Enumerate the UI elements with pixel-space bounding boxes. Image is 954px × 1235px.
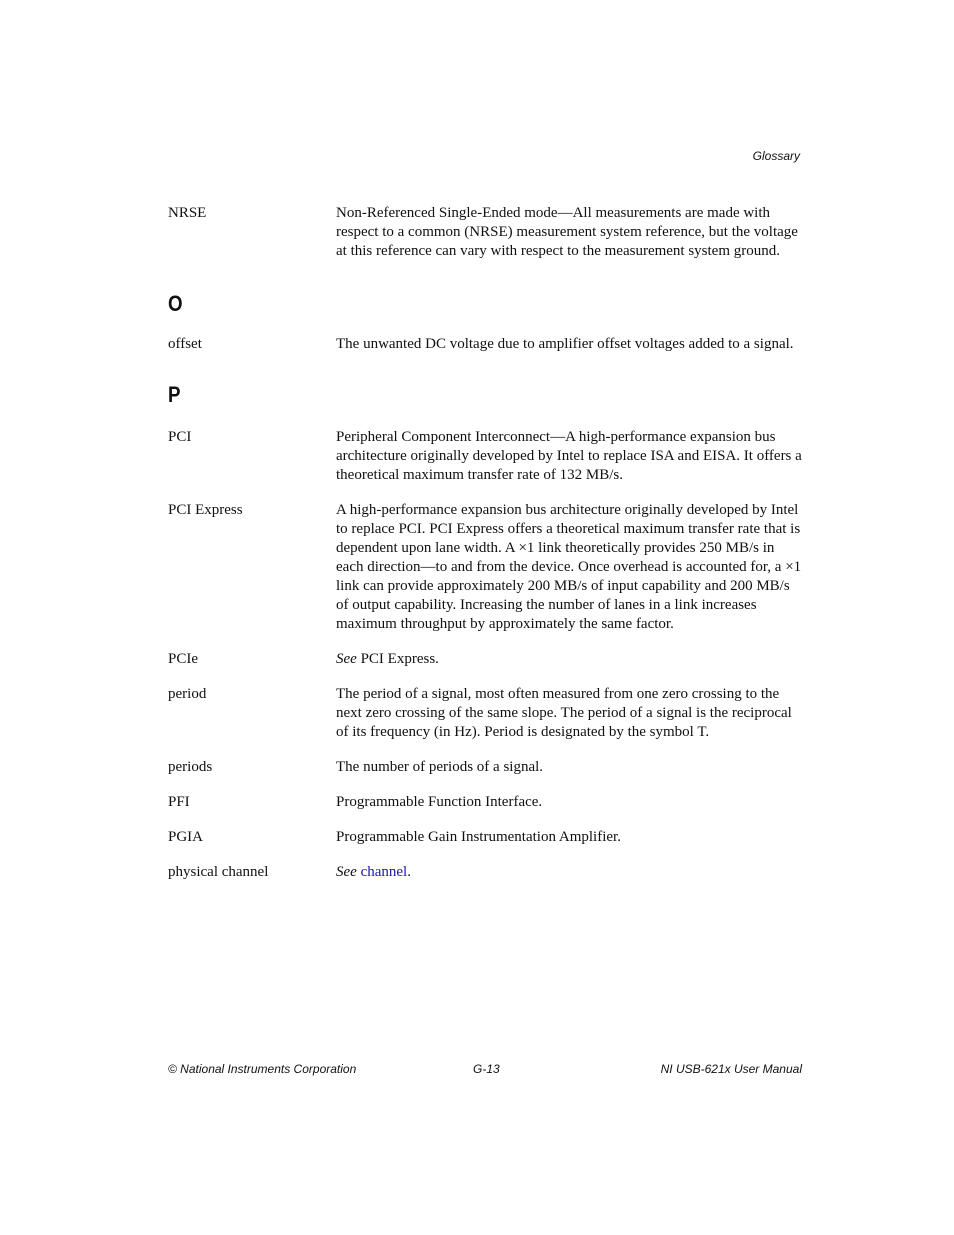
see-label: See xyxy=(336,864,357,880)
glossary-entry-pci-express xyxy=(168,501,802,634)
glossary-definition: A high-performance expansion bus architecture originally developed by Intel to replace PCI. PCI Express offers a theoretical maximum transfer rate that is dependent upon lane width. A ×1 link theoretically provides 250 MB/s in each direction—to and from the device. Once overhead is accounted for, a ×1 link can provide approximately 200 MB/s of input capability and 200 MB/s of output capability. Increasing the number of lanes in a link increases maximum throughput by approximately the same factor. xyxy=(336,502,802,632)
glossary-term: periods xyxy=(168,759,213,775)
glossary-term: NRSE xyxy=(168,205,207,221)
see-label: See xyxy=(336,651,357,667)
glossary-definition: The unwanted DC voltage due to amplifier offset voltages added to a signal. xyxy=(336,336,794,352)
glossary-content xyxy=(168,204,802,898)
see-target: PCI Express. xyxy=(356,651,439,667)
glossary-term: physical channel xyxy=(168,864,269,880)
glossary-term: PCI Express xyxy=(168,502,243,518)
glossary-definition xyxy=(336,650,802,669)
glossary-definition: Programmable Function Interface. xyxy=(336,794,543,810)
glossary-term: PCIe xyxy=(168,651,198,667)
channel-link[interactable]: channel xyxy=(360,864,408,880)
definition-tail: . xyxy=(407,864,411,880)
footer-page-number: G-13 xyxy=(473,1062,500,1076)
glossary-entry-pgia xyxy=(168,828,802,847)
glossary-entry-pfi xyxy=(168,793,802,812)
glossary-definition: Peripheral Component Interconnect—A high-performance expansion bus architecture originally developed by Intel to replace ISA and EISA. It offers a theoretical maximum transfer rate of 132 MB/s. xyxy=(336,429,802,483)
glossary-term: PGIA xyxy=(168,829,204,845)
glossary-definition xyxy=(336,863,802,882)
glossary-entry-pci xyxy=(168,428,802,485)
glossary-term: period xyxy=(168,686,207,702)
glossary-entry-offset xyxy=(168,335,802,354)
glossary-entry-nrse xyxy=(168,204,802,261)
page-footer xyxy=(168,1062,802,1078)
glossary-definition: The period of a signal, most often measured from one zero crossing to the next zero crossing of the same slope. The period of a signal is the reciprocal of its frequency (in Hz). Period is designated by the symbol T. xyxy=(336,686,792,740)
section-heading-p: P xyxy=(168,382,181,407)
glossary-term: PCI xyxy=(168,429,192,445)
section-heading-o: O xyxy=(168,291,183,316)
glossary-definition: Programmable Gain Instrumentation Amplifier. xyxy=(336,829,621,845)
glossary-definition: Non-Referenced Single-Ended mode—All measurements are made with respect to a common (NRSE) measurement system reference, but the voltage at this reference can vary with respect to the measurement system ground. xyxy=(336,205,798,259)
glossary-definition: The number of periods of a signal. xyxy=(336,759,544,775)
running-header: Glossary xyxy=(752,149,800,163)
glossary-term: PFI xyxy=(168,794,190,810)
footer-copyright: © National Instruments Corporation xyxy=(168,1062,357,1076)
glossary-entry-periods xyxy=(168,758,802,777)
footer-manual-title: NI USB-621x User Manual xyxy=(660,1062,802,1076)
glossary-entry-physical-channel xyxy=(168,863,802,882)
glossary-entry-period xyxy=(168,685,802,742)
glossary-term: offset xyxy=(168,336,202,352)
glossary-entry-pcie xyxy=(168,650,802,669)
